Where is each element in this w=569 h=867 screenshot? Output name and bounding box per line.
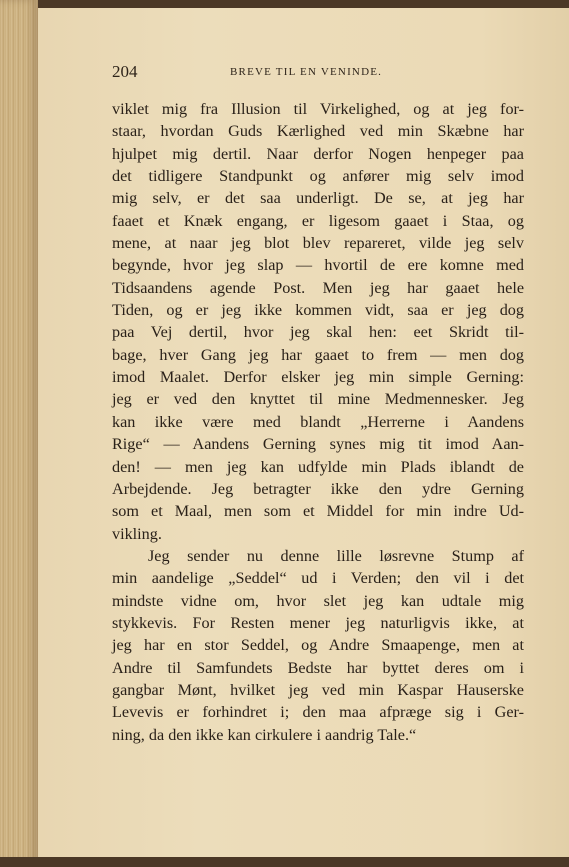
text-line: bage, hver Gang jeg har gaaet to frem — men dog [112, 345, 524, 364]
text-line: Jeg sender nu denne lille løsrevne Stump af [148, 546, 524, 565]
text-line: det tidligere Standpunkt og anfører mig selv imod [112, 167, 524, 186]
book-gutter [0, 0, 38, 867]
text-line: viklet mig fra Illusion til Virkelighed, og at jeg for- [112, 100, 524, 118]
text-line: Rige“ — Aandens Gerning synes mig tit imod Aan- [112, 435, 524, 454]
text-line: den! — men jeg kan udfylde min Plads iblandt de [112, 457, 524, 476]
text-line: hjulpet mig dertil. Naar derfor Nogen henpeger paa [112, 144, 524, 163]
text-line: vikling. [112, 524, 162, 543]
text-line: faaet et Knæk engang, er ligesom gaaet i Staa, og [112, 211, 524, 230]
text-line: kan ikke være med blandt „Herrerne i Aandens [112, 412, 524, 431]
running-title: BREVE TIL EN VENINDE. [230, 66, 383, 78]
page-top-edge [0, 0, 569, 8]
text-line: mig selv, er det saa underligt. De se, at jeg har [112, 189, 524, 208]
text-line: Tidsaandens agende Post. Men jeg har gaaet hele [112, 278, 524, 297]
text-line: mene, at naar jeg blot blev repareret, vilde jeg selv [112, 234, 524, 253]
text-line: mindste vidne om, hvor slet jeg kan udtale mig [112, 591, 524, 610]
text-line: staar, hvordan Guds Kærlighed ved min Skæbne har [112, 122, 524, 141]
page-bottom-edge [0, 857, 569, 867]
text-line: Andre til Samfundets Bedste har byttet deres om i [112, 658, 524, 677]
text-line: stykkevis. For Resten mener jeg naturligvis ikke, at [112, 613, 524, 632]
text-line: imod Maalet. Derfor elsker jeg min simple Gerning: [112, 368, 524, 387]
text-line: som et Maal, men som et Middel for min indre Ud- [112, 502, 524, 521]
text-line: jeg har en stor Seddel, og Andre Smaapenge, men at [112, 636, 524, 655]
text-line: paa Vej dertil, hvor jeg skal hen: eet Skridt til- [112, 323, 524, 342]
text-line: jeg er ved den knyttet til mine Medmennesker. Jeg [112, 390, 524, 409]
page-header [112, 62, 524, 84]
text-line: gangbar Mønt, hvilket jeg ved min Kaspar Hauserske [112, 680, 524, 699]
text-line: Tiden, og er jeg ikke kommen vidt, saa er jeg dog [112, 301, 524, 320]
text-line: ning, da den ikke kan cirkulere i aandrig Tale.“ [112, 725, 417, 744]
text-line: Arbejdende. Jeg betragter ikke den ydre Gerning [112, 479, 524, 498]
text-line: begynde, hvor jeg slap — hvortil de ere komne med [112, 256, 524, 275]
body-text [112, 98, 524, 746]
page-number: 204 [112, 62, 138, 81]
text-line: Levevis er forhindret i; den maa afpræge sig i Ger- [112, 703, 524, 722]
text-line: min aandelige „Seddel“ ud i Verden; den vil i det [112, 569, 524, 588]
